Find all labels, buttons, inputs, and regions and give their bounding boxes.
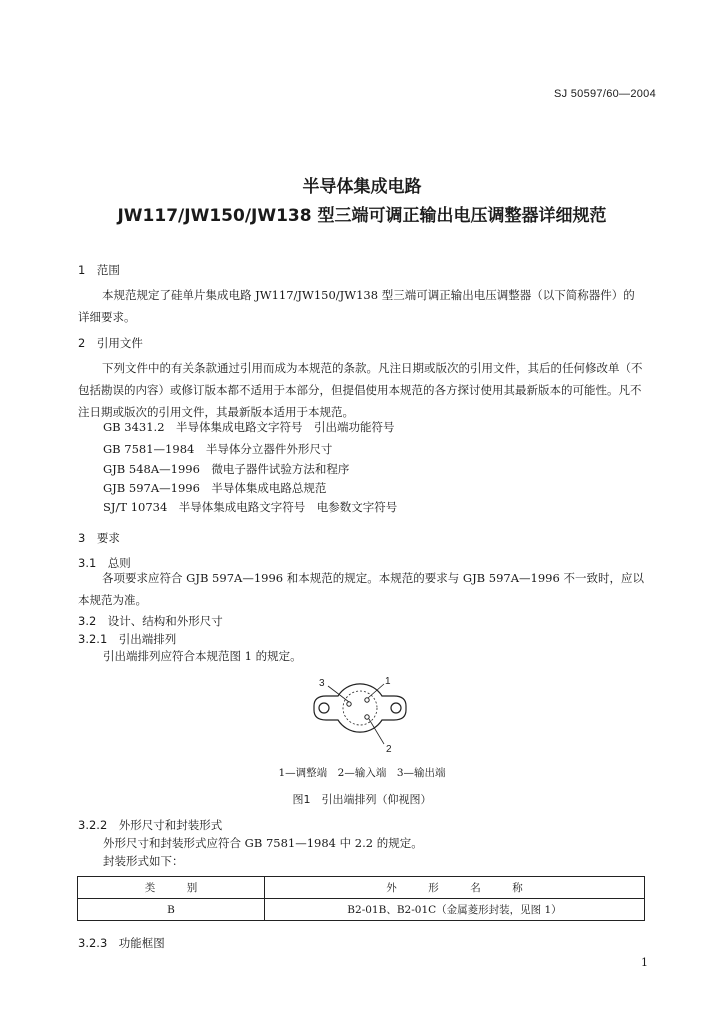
reference-item: GB 7581—1984 半导体分立器件外形尺寸 [103,442,333,456]
section-3-heading: 3 要求 [78,531,120,545]
reference-item: SJ/T 10734 半导体集成电路文字符号 电参数文字符号 [103,500,398,514]
section-1-heading: 1 范围 [78,263,120,277]
figure-legend: 1—调整端 2—输入端 3—输出端 [278,767,446,779]
reference-item: GJB 548A—1996 微电子器件试验方法和程序 [103,462,350,476]
page-number: 1 [641,956,648,969]
package-outline [314,684,406,732]
document-title-line2: JW117/JW150/JW138 型三端可调正输出电压调整器详细规范 [117,206,607,226]
section-3-2-1-heading: 3.2.1 引出端排列 [78,632,177,646]
pin-1 [365,698,369,702]
pin-3 [347,702,351,706]
package-table [77,876,645,921]
section-2-paragraph: 下列文件中的有关条款通过引用而成为本规范的条款。凡注日期或版次的引用文件，其后的任何修改单（不包括勘误的内容）或修订版本都不适用于本部分，但提倡使用本规范的各方探讨使用其最新版本的可能性。凡不注日期或版次的引用文件，其最新版本适用于本规范。 [78,361,643,419]
pin-2-leader [369,719,384,744]
pin-2-label: 2 [386,744,392,755]
section-3-1-paragraph: 各项要求应符合 GJB 597A—1996 和本规范的规定。本规范的要求与 GJB 597A—1996 不一致时，应以本规范为准。 [78,571,644,607]
table-row [78,899,645,921]
section-3-2-3-heading: 3.2.3 功能框图 [78,936,165,950]
table-header-cell: 类 别 [78,877,265,899]
table-header-row [78,877,645,899]
pin-arrangement-figure [300,674,420,758]
section-3-1-heading: 3.1 总则 [78,556,131,570]
table-header-cell: 外 形 名 称 [265,877,645,899]
pin-circle [343,691,377,725]
section-3-2-2-heading: 3.2.2 外形尺寸和封装形式 [78,818,223,832]
reference-item: GJB 597A—1996 半导体集成电路总规范 [103,481,327,495]
figure-caption: 图1 引出端排列（仰视图） [292,793,432,806]
standard-code: SJ 50597/60—2004 [553,88,656,100]
section-3-2-heading: 3.2 设计、结构和外形尺寸 [78,614,223,628]
section-2-heading: 2 引用文件 [78,336,143,350]
section-1-paragraph: 本规范规定了硅单片集成电路 JW117/JW150/JW138 型三端可调正输出电压调整器（以下简称器件）的详细要求。 [78,288,635,324]
reference-item: GB 3431.2 半导体集成电路文字符号 引出端功能符号 [103,420,395,434]
section-3-2-2-paragraph: 封装形式如下： [103,854,184,868]
mounting-hole-right [391,703,401,713]
table-cell: B2-01B、B2-01C（金属菱形封装，见图 1） [265,899,645,921]
pin-1-label: 1 [385,676,391,687]
table-cell: B [78,899,265,921]
section-3-2-1-paragraph: 引出端排列应符合本规范图 1 的规定。 [103,649,302,663]
mounting-hole-left [319,703,329,713]
pin-3-label: 3 [319,678,325,689]
pin-2 [365,715,369,719]
section-3-2-2-paragraph: 外形尺寸和封装形式应符合 GB 7581—1984 中 2.2 的规定。 [103,836,423,850]
document-title-line1: 半导体集成电路 [302,177,422,197]
